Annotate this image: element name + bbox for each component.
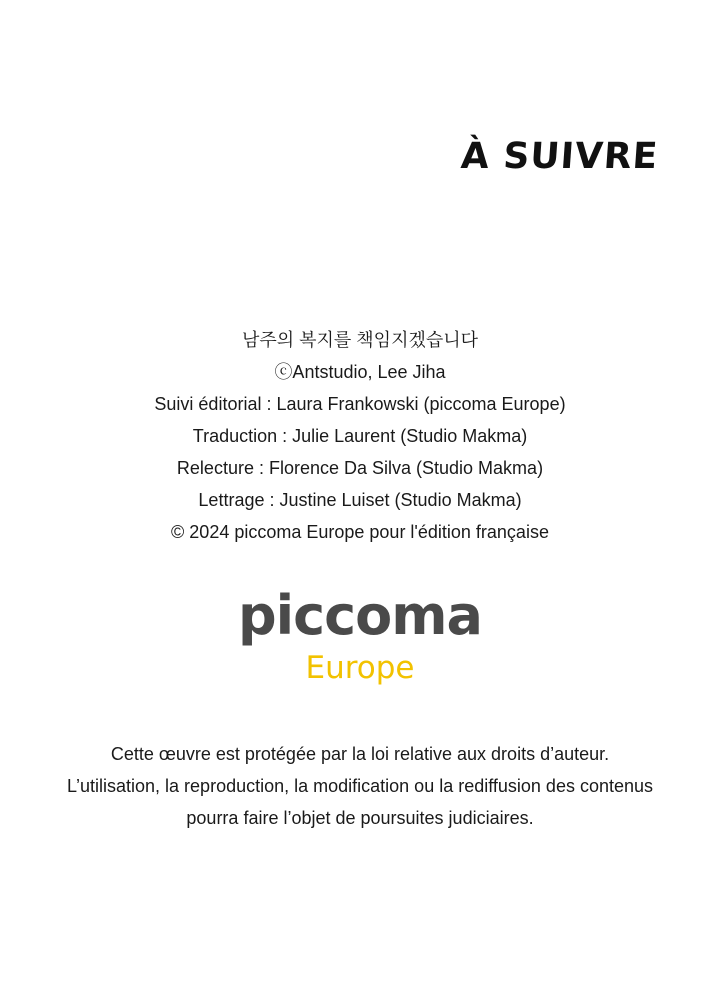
to-be-continued-heading: À SUIVRE	[459, 136, 660, 177]
legal-line: Cette œuvre est protégée par la loi relative aux droits d’auteur.	[110, 744, 610, 764]
credit-copyright-author: ⓒAntstudio, Lee Jiha	[274, 362, 446, 382]
credit-proofreading: Relecture : Florence Da Silva (Studio Makma)	[176, 458, 544, 478]
credit-original-title: 남주의 복지를 책임지겠습니다	[241, 330, 479, 350]
credit-french-edition: © 2024 piccoma Europe pour l'édition française	[171, 522, 549, 542]
credit-translation: Traduction : Julie Laurent (Studio Makma)	[192, 426, 528, 446]
credit-editorial: Suivi éditorial : Laura Frankowski (piccoma Europe)	[154, 394, 566, 414]
logo-subtitle: Europe	[305, 650, 415, 686]
legal-line: pourra faire l’objet de poursuites judiciaires.	[186, 808, 534, 828]
credit-lettering: Lettrage : Justine Luiset (Studio Makma)	[198, 490, 522, 510]
piccoma-europe-logo	[0, 586, 720, 688]
logo-wordmark: piccoma	[238, 584, 482, 647]
legal-line: L’utilisation, la reproduction, la modification ou la rediffusion des contenus	[66, 776, 654, 796]
credits-block	[0, 324, 720, 548]
legal-notice	[0, 738, 720, 834]
